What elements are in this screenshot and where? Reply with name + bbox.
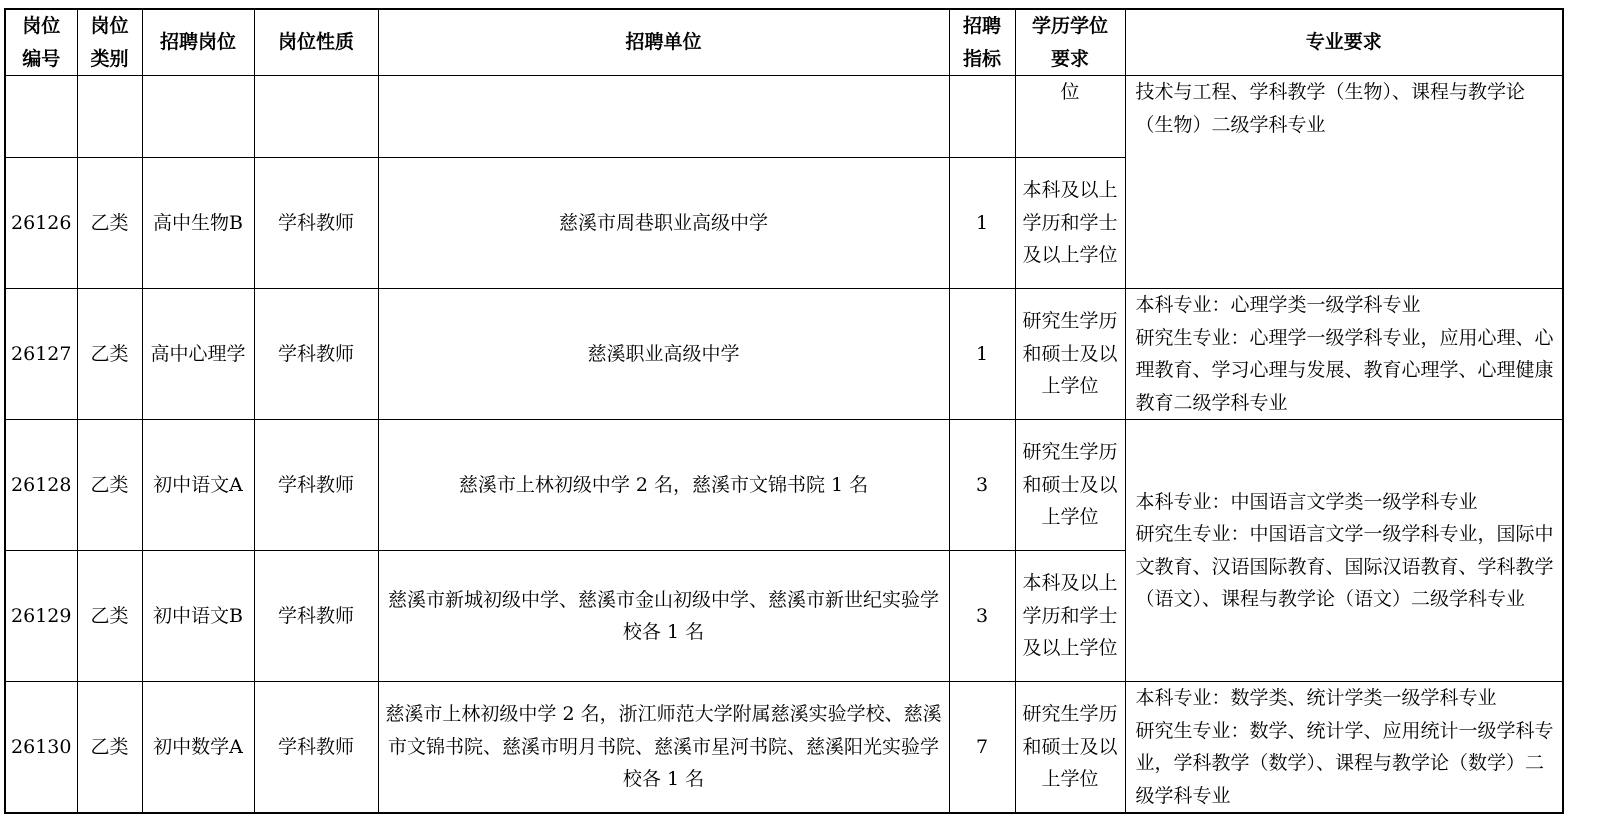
cell-major: 本科专业：心理学类一级学科专业 研究生专业：心理学一级学科专业，应用心理、心理教育、学习心理与发展、教育心理学、心理健康教育二级学科专业 [1125,289,1563,420]
cell-unit: 慈溪职业高级中学 [378,289,949,420]
cell-edu: 本科及以上学历和学士及以上学位 [1015,551,1125,682]
cell-post: 初中语文A [142,420,254,551]
cell-type: 乙类 [77,289,142,420]
cell-edu: 研究生学历和硕士及以上学位 [1015,289,1125,420]
cell-nature: 学科教师 [254,158,378,289]
cell-id: 26126 [5,158,77,289]
header-nature: 岗位性质 [254,9,378,76]
cell-post: 高中心理学 [142,289,254,420]
cell-count: 1 [949,158,1015,289]
header-row [5,9,1563,76]
cell-unit: 慈溪市周巷职业高级中学 [378,158,949,289]
cell-edu: 研究生学历和硕士及以上学位 [1015,682,1125,814]
cell-nature: 学科教师 [254,682,378,814]
cell-nature: 学科教师 [254,420,378,551]
cell-post: 高中生物B [142,158,254,289]
cell-edu: 研究生学历和硕士及以上学位 [1015,420,1125,551]
cell-count: 3 [949,420,1015,551]
cell-edu: 本科及以上学历和学士及以上学位 [1015,158,1125,289]
cell-unit: 慈溪市新城初级中学、慈溪市金山初级中学、慈溪市新世纪实验学校各 1 名 [378,551,949,682]
header-post: 招聘岗位 [142,9,254,76]
cell-empty [378,76,949,158]
cell-unit: 慈溪市上林初级中学 2 名，浙江师范大学附属慈溪实验学校、慈溪市文锦书院、慈溪市明月书院、慈溪市星河书院、慈溪阳光实验学校各 1 名 [378,682,949,814]
table-row [5,76,1563,158]
cell-edu: 位 [1015,76,1125,158]
cell-nature: 学科教师 [254,289,378,420]
table-row [5,289,1563,420]
cell-type: 乙类 [77,551,142,682]
cell-count: 3 [949,551,1015,682]
table-row [5,682,1563,814]
header-type: 岗位 类别 [77,9,142,76]
cell-post: 初中数学A [142,682,254,814]
cell-empty [949,76,1015,158]
cell-major: 技术与工程、学科教学（生物）、课程与教学论（生物）二级学科专业 [1125,76,1563,289]
cell-id: 26129 [5,551,77,682]
cell-id: 26127 [5,289,77,420]
recruitment-table [4,8,1564,814]
cell-id: 26130 [5,682,77,814]
cell-id: 26128 [5,420,77,551]
cell-type: 乙类 [77,158,142,289]
cell-count: 7 [949,682,1015,814]
header-unit: 招聘单位 [378,9,949,76]
cell-empty [5,76,77,158]
header-id: 岗位 编号 [5,9,77,76]
header-major: 专业要求 [1125,9,1563,76]
cell-unit: 慈溪市上林初级中学 2 名，慈溪市文锦书院 1 名 [378,420,949,551]
header-edu: 学历学位 要求 [1015,9,1125,76]
cell-major: 本科专业：中国语言文学类一级学科专业 研究生专业：中国语言文学一级学科专业，国际中文教育、汉语国际教育、国际汉语教育、学科教学（语文）、课程与教学论（语文）二级学科专业 [1125,420,1563,682]
cell-empty [142,76,254,158]
header-count: 招聘 指标 [949,9,1015,76]
cell-count: 1 [949,289,1015,420]
cell-type: 乙类 [77,682,142,814]
table-row [5,420,1563,551]
cell-nature: 学科教师 [254,551,378,682]
cell-post: 初中语文B [142,551,254,682]
cell-empty [77,76,142,158]
cell-type: 乙类 [77,420,142,551]
cell-major: 本科专业：数学类、统计学类一级学科专业 研究生专业：数学、统计学、应用统计一级学科专业，学科教学（数学）、课程与教学论（数学）二级学科专业 [1125,682,1563,814]
cell-empty [254,76,378,158]
